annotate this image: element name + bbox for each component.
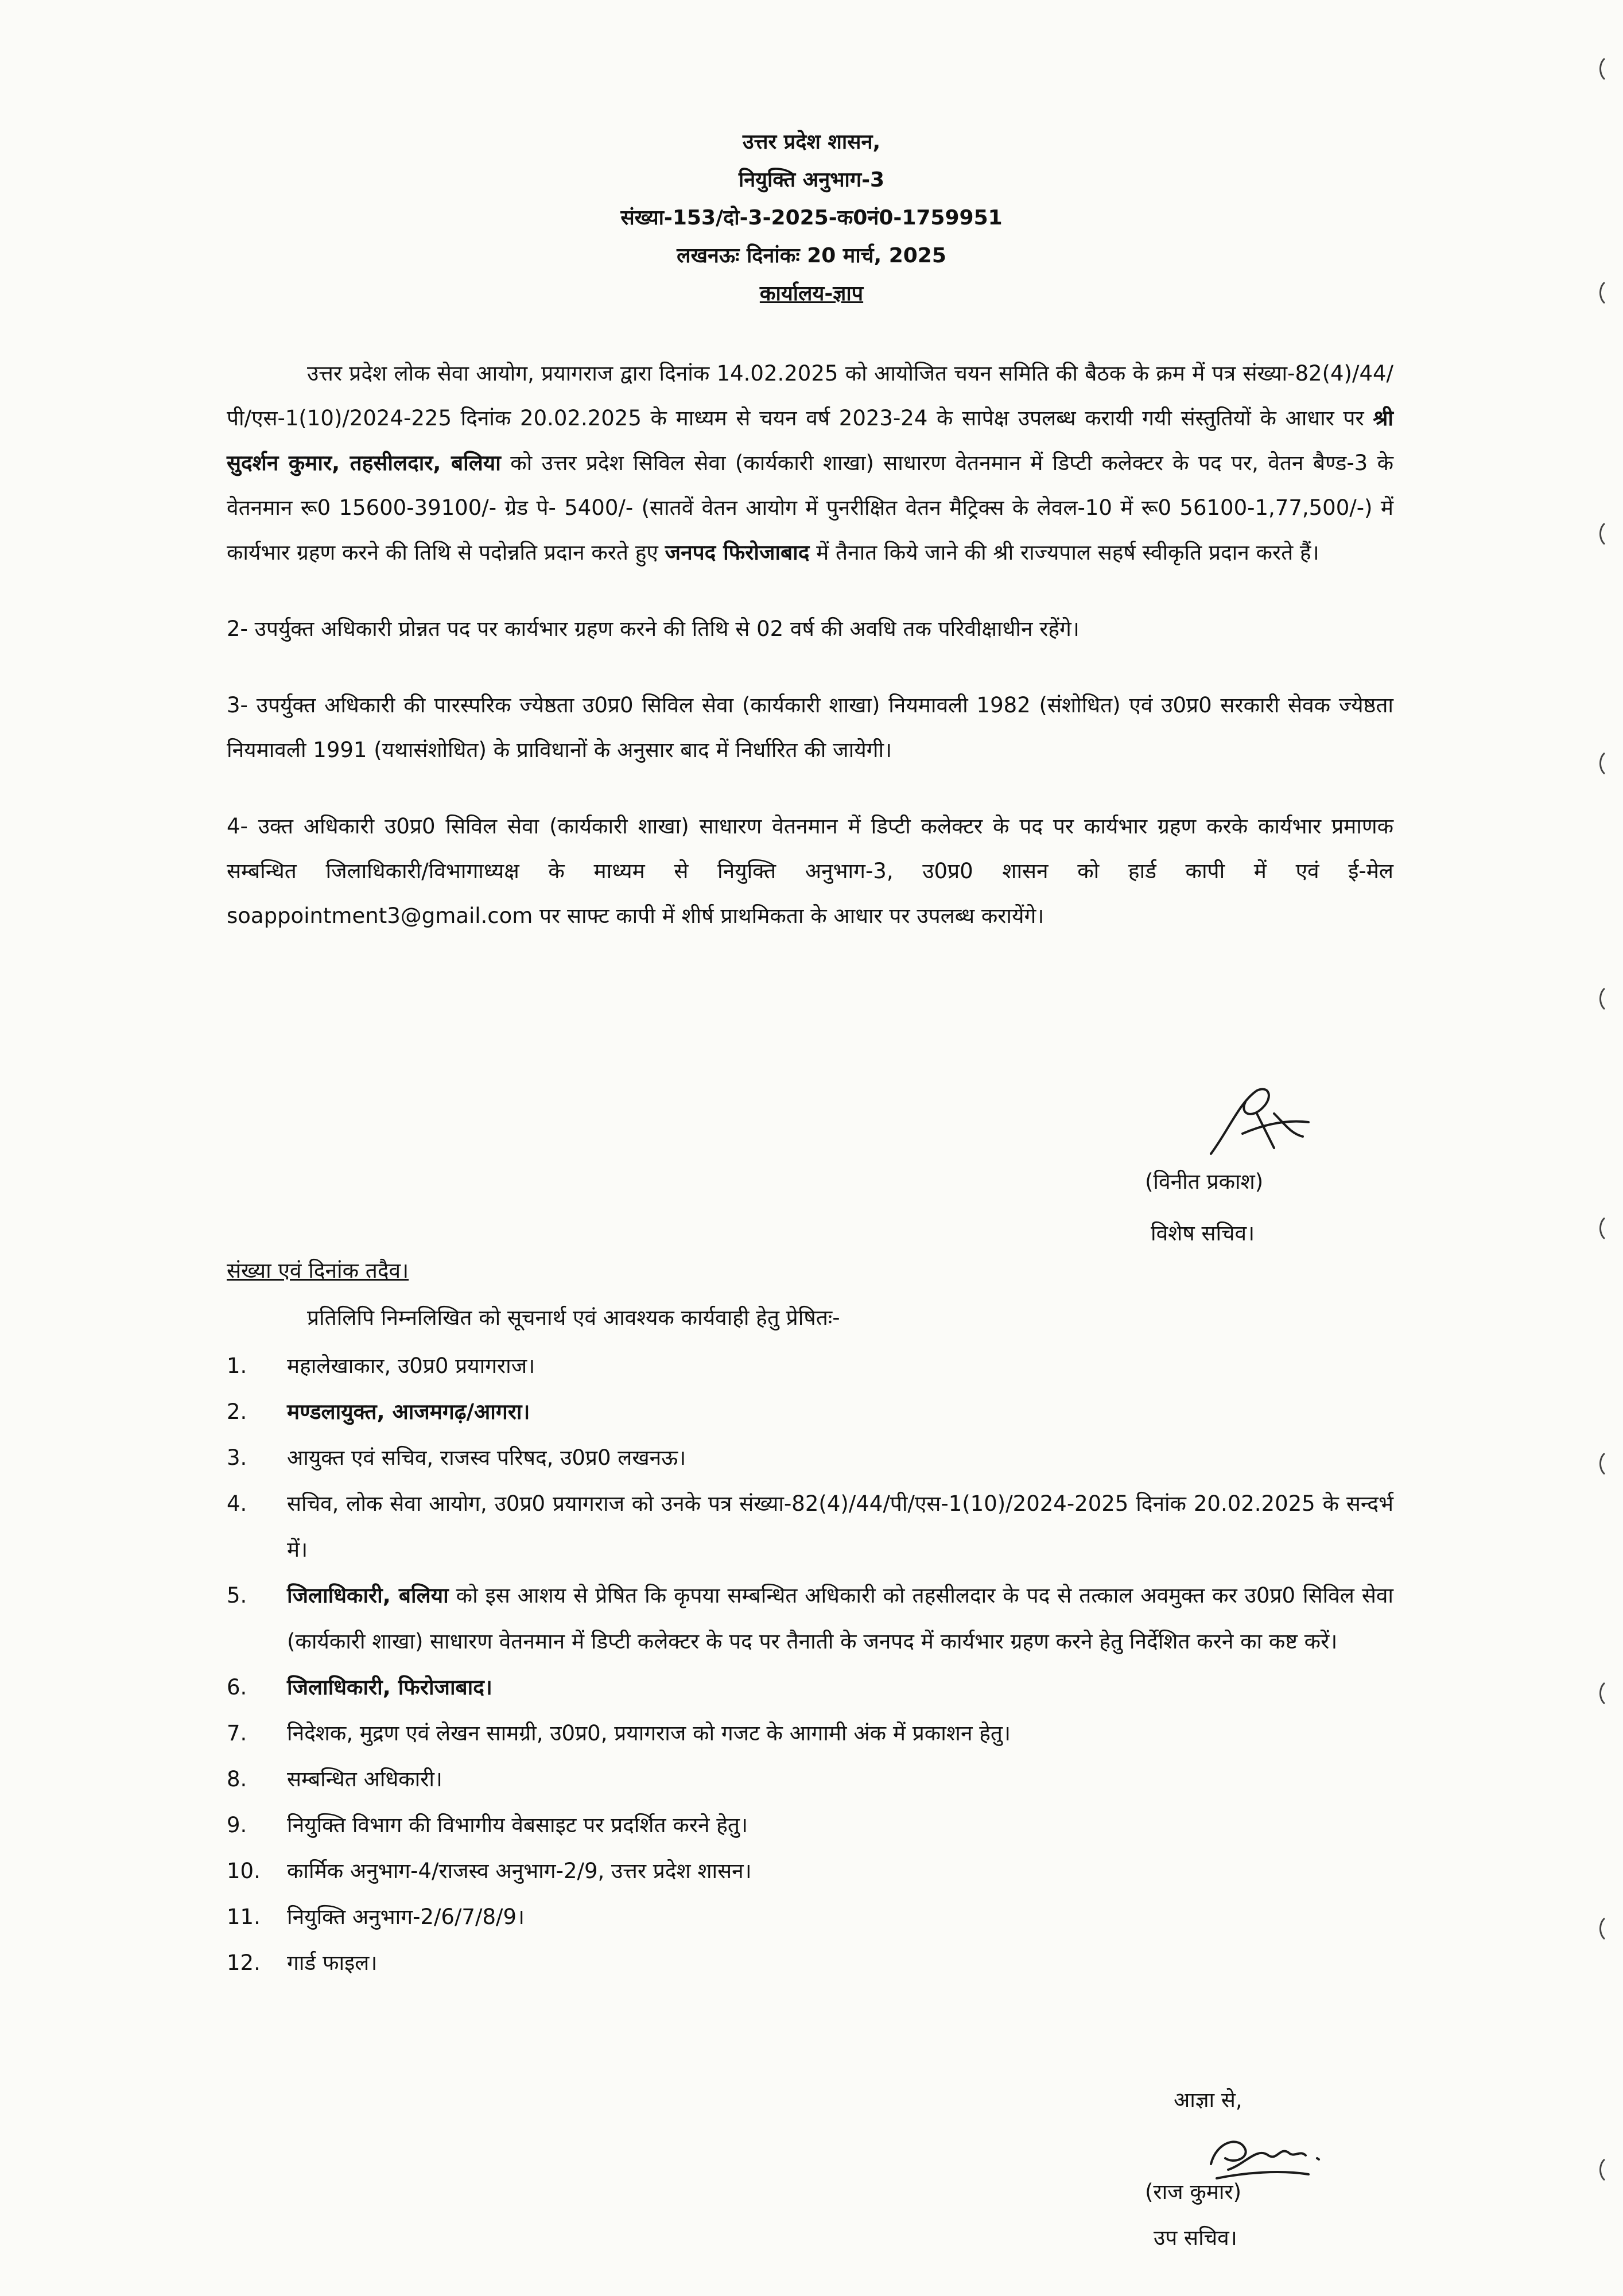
signatory-2-name: (राज कुमार) (1145, 2179, 1242, 2204)
copy-list (227, 1343, 1393, 1986)
paragraph-3: 3- उपर्युक्त अधिकारी की पारस्परिक ज्येष्ठता उ0प्र0 सिविल सेवा (कार्यकारी शाखा) नियमावली 1982 (संशोधित) एवं उ0प्र0 सरकारी सेवक ज्येष्ठता नियमावली 1991 (यथासंशोधित) के प्राविधानों के अनुसार बाद में निर्धारित की जायेगी। (227, 693, 1393, 762)
section-name: नियुक्ति अनुभाग-3 (738, 168, 885, 192)
order-body (227, 351, 1393, 938)
document-title: कार्यालय-ज्ञाप (759, 282, 864, 305)
signature-image (1188, 1079, 1320, 1165)
list-item: 3. आयुक्त एवं सचिव, राजस्व परिषद, उ0प्र0 लखनऊ। (227, 1445, 686, 1470)
govt-name: उत्तर प्रदेश शासन, (742, 130, 881, 154)
letter-date: लखनऊः दिनांकः 20 मार्च, 2025 (677, 244, 946, 267)
officer-name: श्री सुदर्शन कुमार, तहसीलदार, बलिया (227, 406, 1393, 475)
list-item: 7. निदेशक, मुद्रण एवं लेखन सामग्री, उ0प्र0, प्रयागराज को गजट के आगामी अंक में प्रकाशन हेतु। (227, 1721, 1011, 1746)
list-item: 10. कार्मिक अनुभाग-4/राजस्व अनुभाग-2/9, उत्तर प्रदेश शासन। (227, 1859, 752, 1883)
scan-mark (1595, 1452, 1607, 1475)
list-item: 8. सम्बन्धित अधिकारी। (227, 1767, 442, 1791)
list-item: 1. महालेखाकार, उ0प्र0 प्रयागराज। (227, 1353, 535, 1378)
scan-mark (1595, 987, 1607, 1010)
scan-mark (1595, 1217, 1607, 1240)
list-item: 2. मण्डलायुक्त, आजमगढ़/आगरा। (227, 1399, 530, 1424)
signatory-1-designation: विशेष सचिव। (1151, 1221, 1255, 1246)
scan-mark (1595, 1682, 1607, 1705)
list-item: 9. नियुक्ति विभाग की विभागीय वेबसाइट पर प्रदर्शित करने हेतु। (227, 1813, 748, 1837)
scan-mark (1595, 281, 1607, 304)
list-item: 4. सचिव, लोक सेवा आयोग, उ0प्र0 प्रयागराज को उनके पत्र संख्या-82(4)/44/पी/एस-1(10)/2024-2025 दिनांक 20.02.2025 के सन्दर्भ में। (227, 1491, 1393, 1562)
signatory-1-name: (विनीत प्रकाश) (1145, 1169, 1264, 1194)
scan-mark (1595, 522, 1607, 545)
scan-mark (1595, 57, 1607, 80)
scan-mark (1595, 752, 1607, 775)
paragraph-4: 4- उक्त अधिकारी उ0प्र0 सिविल सेवा (कार्यकारी शाखा) साधारण वेतनमान में डिप्टी कलेक्टर के पद पर कार्यभार ग्रहण करके कार्यभार प्रमाणक सम्बन्धित जिलाधिकारी/विभागाध्यक्ष के माध्यम से नियुक्ति अनुभाग-3, उ0प्र0 शासन को हार्ड कापी में एवं ई-मेल soappointment3@gmail.com पर साफ्ट कापी में शीर्ष प्राथमिकता के आधार पर उपलब्ध करायेंगे। (227, 814, 1393, 928)
signatory-2-designation: उप सचिव। (1154, 2225, 1237, 2250)
list-item: 6. जिलाधिकारी, फिरोजाबाद। (227, 1675, 492, 1700)
posting-district: जनपद फिरोजाबाद (665, 540, 810, 565)
office-header (0, 123, 1623, 313)
letter-number: संख्या-153/दो-3-2025-क0नं0-1759951 (620, 206, 1003, 230)
copy-intro: प्रतिलिपि निम्नलिखित को सूचनार्थ एवं आवश्यक कार्यवाही हेतु प्रेषितः- (307, 1305, 840, 1330)
copy-heading: संख्या एवं दिनांक तदैव। (227, 1258, 409, 1283)
list-item: 11. नियुक्ति अनुभाग-2/6/7/8/9। (227, 1905, 525, 1929)
list-item: 5. जिलाधिकारी, बलिया को इस आशय से प्रेषित कि कृपया सम्बन्धित अधिकारी को तहसीलदार के पद से तत्काल अवमुक्त कर उ0प्र0 सिविल सेवा (कार्यकारी शाखा) साधारण वेतनमान में डिप्टी कलेक्टर के पद पर तैनाती के जनपद में कार्यभार ग्रहण करने हेतु निर्देशित करने का कष्ट करें। (227, 1583, 1393, 1654)
scan-mark (1595, 2158, 1607, 2181)
by-order-text: आज्ञा से, (1174, 2088, 1243, 2112)
paragraph-1: उत्तर प्रदेश लोक सेवा आयोग, प्रयागराज द्वारा दिनांक 14.02.2025 को आयोजित चयन समिति की बैठक के क्रम में पत्र संख्या-82(4)/44/पी/एस-1(10)/2024-225 दिनांक 20.02.2025 के माध्यम से चयन वर्ष 2023-24 के सापेक्ष उपलब्ध करायी गयी संस्तुतियों के आधार पर श्री सुदर्शन कुमार, तहसीलदार, बलिया को उत्तर प्रदेश सिविल सेवा (कार्यकारी शाखा) साधारण वेतनमान में डिप्टी कलेक्टर के पद पर, वेतन बैण्ड-3 के वेतनमान रू0 15600-39100/- ग्रेड पे- 5400/- (सातवें वेतन आयोग में पुनरीक्षित वेतन मैट्रिक्स के लेवल-10 में रू0 56100-1,77,500/-) में कार्यभार ग्रहण करने की तिथि से पदोन्नति प्रदान करते हुए जनपद फिरोजाबाद में तैनात किये जाने की श्री राज्यपाल सहर्ष स्वीकृति प्रदान करते हैं। (227, 361, 1393, 565)
paragraph-2: 2- उपर्युक्त अधिकारी प्रोन्नत पद पर कार्यभार ग्रहण करने की तिथि से 02 वर्ष की अवधि तक परिवीक्षाधीन रहेंगे। (227, 616, 1080, 641)
list-item: 12. गार्ड फाइल। (227, 1950, 378, 1975)
scan-mark (1595, 1917, 1607, 1940)
